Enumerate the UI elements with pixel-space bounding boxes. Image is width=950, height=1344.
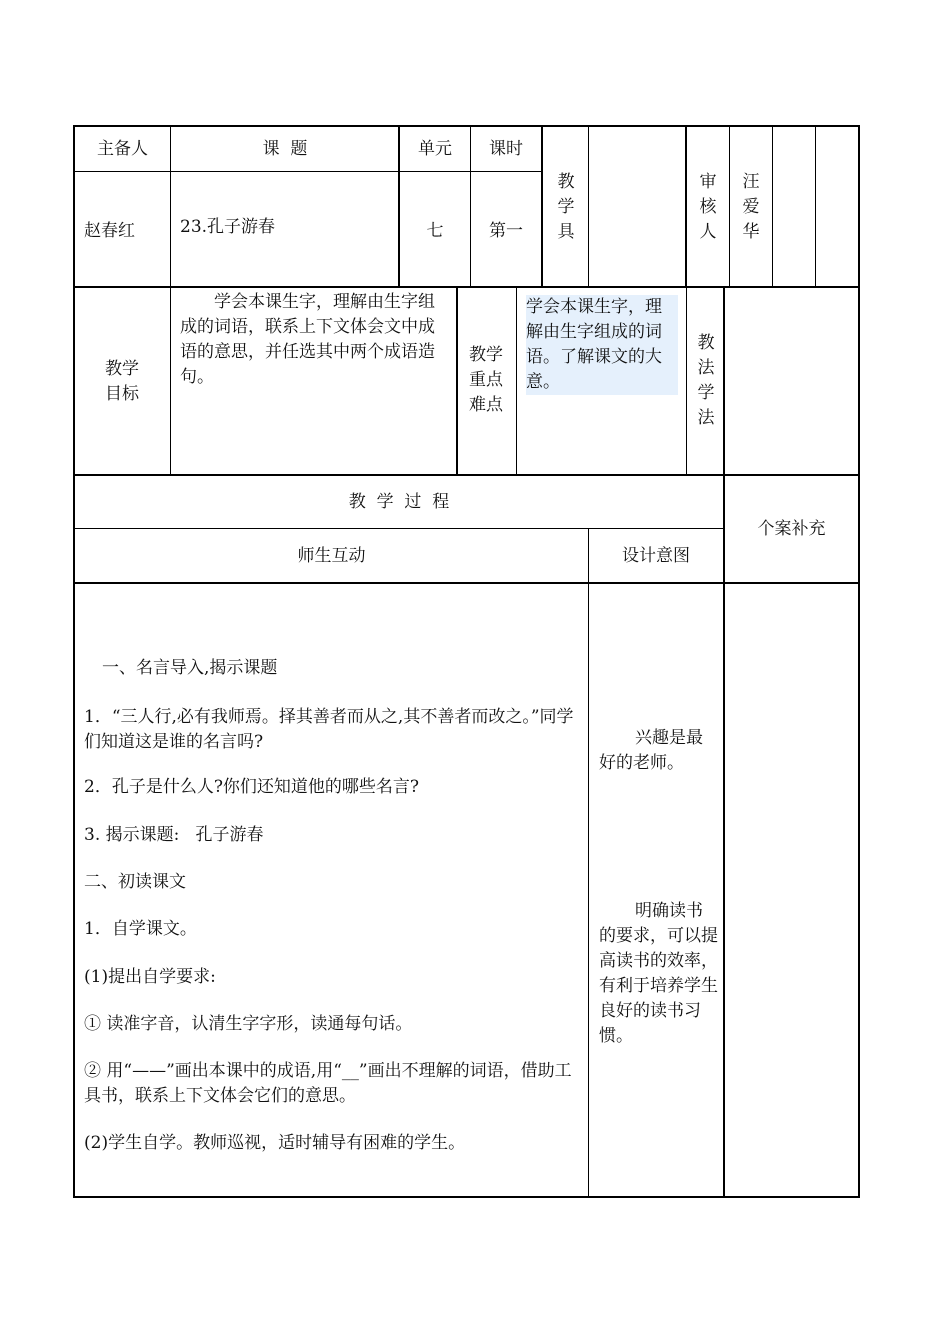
- process-item: ① 读准字音，认清生字字形，读通每句话。: [84, 1014, 413, 1034]
- design-intent: 明确读书的要求，可以提高读书的效率，有利于培养学生良好的读书习惯。: [599, 901, 718, 1046]
- topic-label: 课 题: [262, 139, 308, 159]
- header-col-line: [729, 125, 730, 287]
- goals-col-line: [170, 287, 171, 475]
- process-item: 1．“三人行,必有我师焉。择其善者而从之,其不善者而改之。”同学们知道这是谁的名言吗?: [84, 707, 574, 752]
- header-col-line: [685, 125, 687, 287]
- header-row-divider: [73, 171, 543, 172]
- reviewer-label: 审核人: [699, 172, 717, 242]
- goals-text: 学会本课生字，理解由生字组成的词语，联系上下文体会文中成语的意思，并任选其中两个成语造句。: [180, 292, 435, 387]
- goals-label: 教学目标: [105, 359, 139, 404]
- process-item: (1)提出自学要求:: [84, 967, 216, 987]
- header-bottom-line: [73, 286, 860, 288]
- header-col-line: [772, 125, 773, 287]
- unit-label: 单元: [418, 139, 452, 159]
- key-points-text: 学会本课生字，理解由生字组成的词语。了解课文的大意。: [526, 295, 678, 395]
- process-title-divider: [73, 528, 724, 529]
- header-col-line: [541, 125, 543, 287]
- table-border-bottom: [73, 1196, 860, 1198]
- goals-col-line: [686, 287, 687, 475]
- process-item: 1．自学课文。: [84, 919, 197, 939]
- process-item: (2)学生自学。教师巡视，适时辅导有困难的学生。: [84, 1133, 466, 1153]
- goals-col-line: [723, 287, 725, 475]
- goals-col-line: [456, 287, 458, 475]
- goals-col-line: [516, 287, 517, 475]
- process-item: ② 用“——”画出本课中的成语,用“__”画出不理解的词语，借助工具书，联系上下文体会它们的意思。: [84, 1061, 572, 1106]
- period-label: 课时: [489, 139, 523, 159]
- process-item: 一、名言导入,揭示课题: [102, 658, 278, 678]
- table-border-top: [73, 125, 860, 127]
- teaching-aids-label: 教学具: [557, 172, 575, 242]
- goals-bottom-line: [73, 474, 860, 476]
- topic-value: 23.孔子游春: [180, 217, 276, 237]
- process-col-line: [723, 475, 725, 1197]
- reviewer-name: 汪爱华: [742, 172, 760, 242]
- unit-value: 七: [426, 221, 444, 241]
- design-intent: 兴趣是最好的老师。: [599, 728, 703, 773]
- header-col-line: [815, 125, 816, 287]
- process-item: 3. 揭示课题: 孔子游春: [84, 825, 264, 845]
- process-item: 二、初读课文: [84, 872, 186, 892]
- preparer-name: 赵春红: [84, 221, 135, 241]
- supplement-label: 个案补充: [757, 519, 826, 539]
- process-col-line: [588, 529, 589, 1197]
- intent-label: 设计意图: [622, 546, 690, 566]
- interaction-label: 师生互动: [297, 546, 366, 566]
- process-title: 教 学 过 程: [348, 492, 450, 512]
- process-item: 2．孔子是什么人?你们还知道他的哪些名言?: [84, 777, 420, 797]
- header-col-line: [588, 125, 589, 287]
- process-header-line: [73, 582, 860, 584]
- period-value: 第一: [489, 221, 523, 241]
- key-points-label: 教学重点难点: [469, 345, 503, 415]
- preparer-label: 主备人: [97, 139, 148, 159]
- methods-label: 教法学法: [697, 333, 715, 428]
